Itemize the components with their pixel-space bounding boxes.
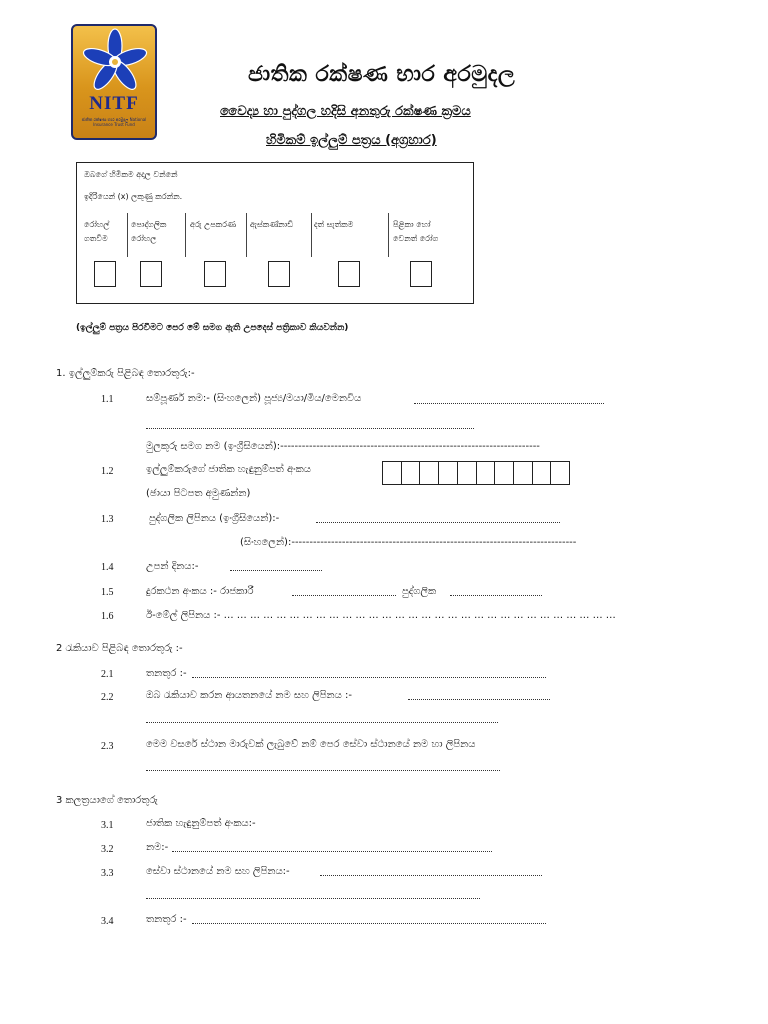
address-english-field[interactable]: [316, 522, 560, 523]
logo-wordmark: NITF: [89, 93, 139, 114]
name-with-initials-label[interactable]: මුලකුරු සමග නම (ඉංග්‍රීසියෙන්):------------------------------------------------------------------------: [146, 441, 540, 452]
category-hospital: රෝහල් ගතවීම: [84, 220, 110, 243]
phone-personal-field[interactable]: [450, 595, 542, 596]
spouse-nic-label: ජාතික හැඳුනුම්පත් අංකය:-: [146, 818, 256, 829]
form-name: හිමිකම් ඉල්ලුම් පත්‍රය (අග්‍රහාර): [266, 133, 437, 148]
item-number: 3.1: [101, 820, 114, 831]
item-number: 3.3: [101, 868, 114, 879]
birth-date-field[interactable]: [230, 570, 322, 571]
checkbox-hospital[interactable]: [94, 261, 116, 287]
birth-date-label: උපන් දිනය:-: [146, 561, 199, 572]
full-name-field-line2[interactable]: [146, 428, 474, 429]
checkbox-cancer-other[interactable]: [410, 261, 432, 287]
category-dental: දත් සැත්කම: [314, 220, 354, 229]
workplace-label: ඔබ රැකියාව කරන ආයතනයේ නම සහ ලිපිනය :-: [146, 690, 352, 701]
page-title: ජාතික රක්ෂණ භාර අරමුදල: [248, 62, 516, 87]
item-number: 1.3: [101, 514, 114, 525]
address-english-label: පුද්ගලික ලිපිනය (ඉංග්‍රීසියෙන්):-: [149, 513, 280, 524]
full-name-label: සම්පූර්ණ නම:- (සිංහලෙන්) පූජ්‍ය/මයා/මිය/මෙනවිය: [146, 393, 362, 404]
nic-number-boxes[interactable]: [382, 461, 570, 485]
item-number: 2.3: [101, 741, 114, 752]
address-sinhala-label[interactable]: (සිංහලෙන්):-------------------------------------------------------------------------------: [240, 537, 577, 548]
attach-copy-note: (ඡායා පිටපත අමුණන්න): [146, 488, 251, 499]
spouse-designation-field[interactable]: [192, 923, 546, 924]
checkbox-private-hospital[interactable]: [140, 261, 162, 287]
category-divider: [388, 213, 389, 257]
item-number: 2.1: [101, 669, 114, 680]
full-name-field[interactable]: [414, 403, 604, 404]
item-number: 1.5: [101, 587, 114, 598]
spouse-workplace-field-line2[interactable]: [146, 898, 480, 899]
checkbox-dental[interactable]: [338, 261, 360, 287]
category-divider: [246, 213, 247, 257]
category-divider: [127, 213, 128, 257]
logo-caption: ජාතික රක්ෂණ භාර අරමුදල National Insurance Trust Fund: [81, 117, 147, 127]
phone-office-field[interactable]: [292, 595, 396, 596]
category-equipment: අරු උපකරණ: [190, 220, 236, 229]
category-divider: [311, 213, 312, 257]
phone-office-label: දුරකථන අංකය :- රාජකාරී: [146, 586, 254, 597]
phone-personal-label: පුද්ගලික: [402, 586, 437, 597]
category-private-hospital: පොද්ගලික රෝහල: [131, 220, 167, 243]
checkbox-equipment[interactable]: [204, 261, 226, 287]
spouse-workplace-field[interactable]: [320, 875, 542, 876]
checkbox-spectacles[interactable]: [268, 261, 290, 287]
spouse-designation-label: තනතුර :-: [146, 914, 187, 925]
previous-workplace-field[interactable]: [146, 770, 500, 771]
workplace-field[interactable]: [408, 699, 550, 700]
nic-label: ඉල්ලුම්කරුගේ ජාතික හැඳුනුම්පත් අංකය: [146, 464, 311, 475]
item-number: 1.2: [101, 466, 114, 477]
category-spectacles: ඇස්කණ්නාඩි: [250, 220, 294, 229]
spouse-name-label: නම:-: [146, 842, 169, 853]
section-1-heading: 1. ඉල්ලුම්කරු පිළිබඳ තොරතුරු:-: [56, 368, 195, 379]
spouse-nic-field[interactable]: [290, 827, 350, 828]
item-number: 1.1: [101, 394, 114, 405]
spouse-workplace-label: සේවා ස්ථානයේ නම සහ ලිපිනය:-: [146, 866, 290, 877]
category-divider: [185, 213, 186, 257]
claim-instruction-1: ඔබගේ හිමිකම අදාල වන්නේ: [84, 170, 178, 179]
instruction-note: (ඉල්ලුම් පත්‍රය පිරවීමට පෙර මේ සමග ඇති උපදෙස් පත්‍රිකාව කියවන්න): [76, 323, 349, 333]
spouse-name-field[interactable]: [172, 851, 492, 852]
previous-workplace-label: මෙම වසරේ ස්ථාන මාරුවක් ලැබුවේ නම් පෙර සේවා ස්ථානයේ නම හා ලිපිනය: [146, 739, 476, 750]
section-2-heading: 2 රැකියාව පිළිබඳ තොරතුරු :-: [56, 643, 183, 654]
item-number: 1.4: [101, 562, 114, 573]
section-3-heading: 3 කලත්‍රයාගේ තොරතුරු: [56, 795, 158, 806]
designation-label: තනතුර :-: [146, 668, 187, 679]
workplace-field-line2[interactable]: [146, 722, 498, 723]
item-number: 3.4: [101, 916, 114, 927]
scheme-subtitle: වෛද්‍ය හා පුද්ගල හදිසි අනතුරු රක්ෂණ ක්‍රමය: [220, 104, 471, 119]
item-number: 3.2: [101, 844, 114, 855]
email-label[interactable]: ඊ-මේල් ලිපිනය :- … … … … … … … … … … … … … … … … … … … … … … … … … … … … … …: [146, 610, 616, 621]
category-cancer-other: පිළිකා හෝ වෙනත් රෝග: [393, 220, 439, 243]
claim-instruction-2: ඉදිරියෙන් (x) ලකුණු කරන්න.: [84, 192, 183, 201]
nitf-logo: [71, 24, 157, 140]
designation-field[interactable]: [192, 677, 546, 678]
item-number: 2.2: [101, 692, 114, 703]
item-number: 1.6: [101, 611, 114, 622]
